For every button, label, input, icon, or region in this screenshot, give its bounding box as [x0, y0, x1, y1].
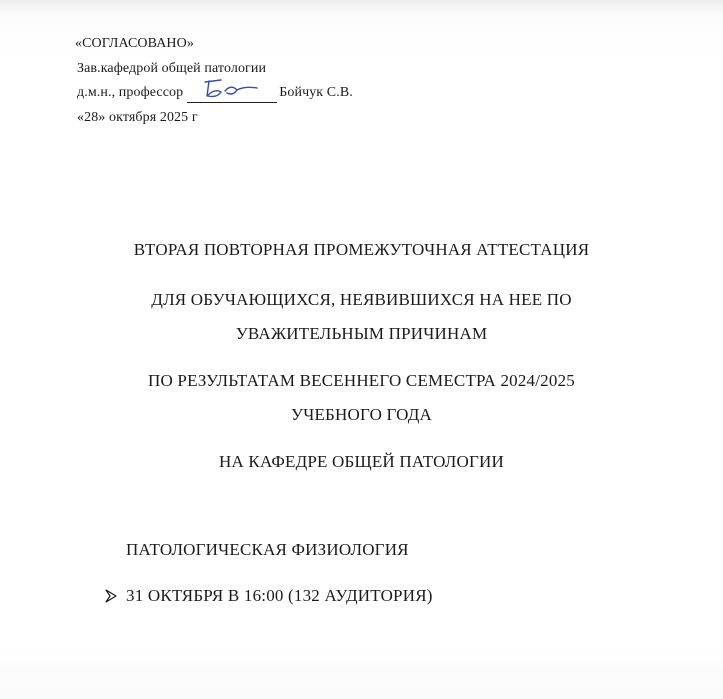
heading-line-6: НА КАФЕДРЕ ОБЩЕЙ ПАТОЛОГИИ: [219, 452, 504, 471]
approval-title: «СОГЛАСОВАНО»: [75, 36, 194, 51]
heading-line-1: ВТОРАЯ ПОВТОРНАЯ ПРОМЕЖУТОЧНАЯ АТТЕСТАЦИЯ: [133, 240, 590, 259]
schedule-item-text: 31 ОКТЯБРЯ В 16:00 (132 АУДИТОРИЯ): [126, 586, 433, 605]
schedule-item: [105, 586, 433, 606]
heading-line-2: ДЛЯ ОБУЧАЮЩИХСЯ, НЕЯВИВШИХСЯ НА НЕЕ ПО: [151, 290, 572, 309]
approval-position: Зав.кафедрой общей патологии: [77, 60, 267, 76]
heading-line-4: ПО РЕЗУЛЬТАТАМ ВЕСЕННЕГО СЕМЕСТРА 2024/2025: [148, 371, 575, 390]
signature-blank: [187, 84, 277, 103]
approval-block: [75, 32, 353, 130]
heading-line-3: УВАЖИТЕЛЬНЫМ ПРИЧИНАМ: [235, 324, 488, 343]
heading-line-5: УЧЕБНОГО ГОДА: [290, 405, 433, 424]
arrow-bullet-icon: [105, 589, 117, 603]
scan-edge-shadow: [0, 0, 723, 14]
approval-degree: д.м.н., профессор: [77, 85, 184, 100]
approval-name: Бойчук С.В.: [279, 85, 353, 100]
approval-date: «28» октября 2025 г: [77, 109, 198, 125]
subject-title: ПАТОЛОГИЧЕСКАЯ ФИЗИОЛОГИЯ: [126, 540, 409, 559]
approval-signature-line: [75, 81, 353, 106]
handwritten-signature: [201, 76, 261, 100]
